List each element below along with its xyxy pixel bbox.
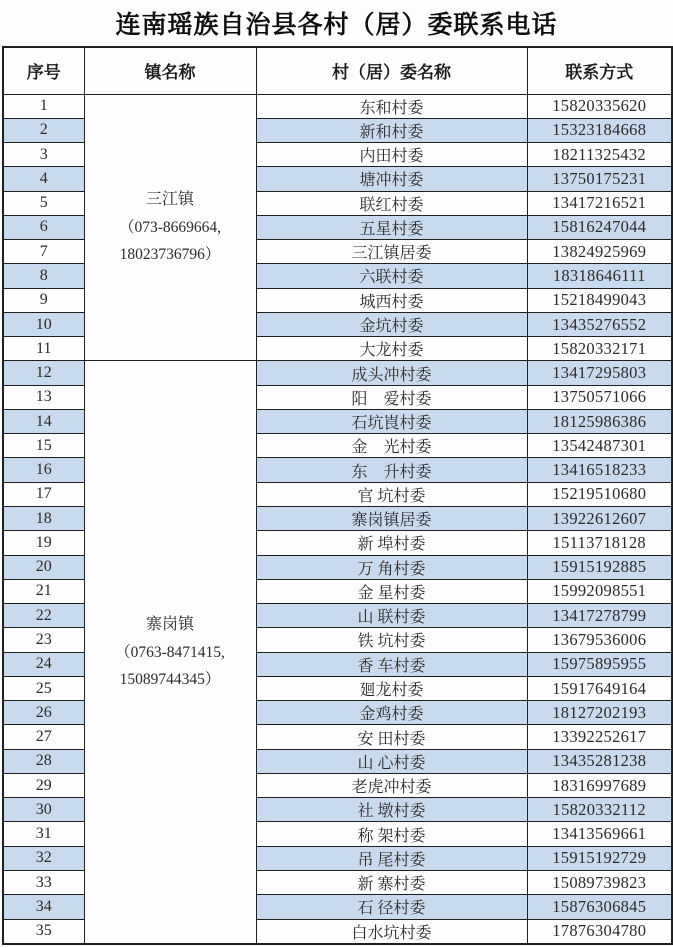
phone-number-cell: 15219510680 — [527, 482, 672, 506]
village-name-cell: 金 星村委 — [256, 579, 527, 603]
phone-number-cell: 15917649164 — [527, 676, 672, 700]
village-name-cell: 东和村委 — [256, 94, 527, 118]
phone-number-cell: 15876306845 — [527, 895, 672, 919]
row-number-cell: 15 — [3, 434, 84, 458]
row-number-cell: 35 — [3, 919, 84, 944]
phone-number-cell: 13542487301 — [527, 434, 672, 458]
phone-number-cell: 13679536006 — [527, 628, 672, 652]
phone-number-cell: 13922612607 — [527, 507, 672, 531]
phone-number-cell: 13417216521 — [527, 191, 672, 215]
village-name-cell: 安 田村委 — [256, 725, 527, 749]
row-number-cell: 11 — [3, 337, 84, 361]
village-name-cell: 内田村委 — [256, 143, 527, 167]
row-number-cell: 30 — [3, 798, 84, 822]
row-number-cell: 6 — [3, 215, 84, 239]
row-number-cell: 25 — [3, 676, 84, 700]
row-number-cell: 16 — [3, 458, 84, 482]
row-number-cell: 24 — [3, 652, 84, 676]
row-number-cell: 19 — [3, 531, 84, 555]
phone-number-cell: 15113718128 — [527, 531, 672, 555]
phone-number-cell: 13750571066 — [527, 385, 672, 409]
phone-number-cell: 13750175231 — [527, 167, 672, 191]
village-name-cell: 塘冲村委 — [256, 167, 527, 191]
row-number-cell: 3 — [3, 143, 84, 167]
village-name-cell: 老虎冲村委 — [256, 773, 527, 797]
row-number-cell: 29 — [3, 773, 84, 797]
village-name-cell: 社 墩村委 — [256, 798, 527, 822]
phone-number-cell: 15089739823 — [527, 871, 672, 895]
phone-number-cell: 18125986386 — [527, 409, 672, 433]
row-number-cell: 4 — [3, 167, 84, 191]
row-number-cell: 22 — [3, 604, 84, 628]
phone-number-cell: 15816247044 — [527, 215, 672, 239]
row-number-cell: 8 — [3, 264, 84, 288]
phone-number-cell: 15975895955 — [527, 652, 672, 676]
town-phone-line1: （0763-8471415, — [115, 643, 225, 661]
village-name-cell: 联红村委 — [256, 191, 527, 215]
phone-number-cell: 18316997689 — [527, 773, 672, 797]
village-name-cell: 石坑崀村委 — [256, 409, 527, 433]
village-name-cell: 山 心村委 — [256, 749, 527, 773]
row-number-cell: 1 — [3, 94, 84, 118]
village-name-cell: 石 径村委 — [256, 895, 527, 919]
phone-number-cell: 15820332112 — [527, 798, 672, 822]
header-town-name: 镇名称 — [84, 47, 256, 94]
page-title: 连南瑶族自治县各村（居）委联系电话 — [115, 11, 558, 39]
row-number-cell: 32 — [3, 846, 84, 870]
phone-number-cell: 13413569661 — [527, 822, 672, 846]
town-phone-line2: 15089744345） — [119, 670, 221, 688]
village-name-cell: 吊 尾村委 — [256, 846, 527, 870]
row-number-cell: 33 — [3, 871, 84, 895]
village-name-cell: 六联村委 — [256, 264, 527, 288]
town-name: 三江镇 — [145, 191, 194, 209]
village-name-cell: 新 寨村委 — [256, 871, 527, 895]
phone-number-cell: 15992098551 — [527, 579, 672, 603]
phone-number-cell: 18211325432 — [527, 143, 672, 167]
row-number-cell: 10 — [3, 312, 84, 336]
phone-number-cell: 15915192885 — [527, 555, 672, 579]
village-name-cell: 香 车村委 — [256, 652, 527, 676]
row-number-cell: 13 — [3, 385, 84, 409]
phone-number-cell: 13417295803 — [527, 361, 672, 385]
phone-number-cell: 15915192729 — [527, 846, 672, 870]
village-name-cell: 五星村委 — [256, 215, 527, 239]
row-number-cell: 14 — [3, 409, 84, 433]
village-name-cell: 新 埠村委 — [256, 531, 527, 555]
phone-number-cell: 13417278799 — [527, 604, 672, 628]
village-name-cell: 山 联村委 — [256, 604, 527, 628]
phone-number-cell: 15820332171 — [527, 337, 672, 361]
table-row — [3, 361, 672, 385]
village-name-cell: 官 坑村委 — [256, 482, 527, 506]
phone-number-cell: 13392252617 — [527, 725, 672, 749]
phone-number-cell: 18127202193 — [527, 701, 672, 725]
header-row — [3, 47, 672, 94]
village-name-cell: 廻龙村委 — [256, 676, 527, 700]
phone-number-cell: 15323184668 — [527, 118, 672, 142]
village-name-cell: 金 光村委 — [256, 434, 527, 458]
row-number-cell: 2 — [3, 118, 84, 142]
row-number-cell: 21 — [3, 579, 84, 603]
row-number-cell: 28 — [3, 749, 84, 773]
row-number-cell: 26 — [3, 701, 84, 725]
row-number-cell: 12 — [3, 361, 84, 385]
phone-number-cell: 18318646111 — [527, 264, 672, 288]
village-name-cell: 金鸡村委 — [256, 701, 527, 725]
phone-number-cell: 15820335620 — [527, 94, 672, 118]
table-row — [3, 94, 672, 118]
row-number-cell: 23 — [3, 628, 84, 652]
phone-number-cell: 13416518233 — [527, 458, 672, 482]
village-name-cell: 大龙村委 — [256, 337, 527, 361]
town-name: 寨岗镇 — [145, 615, 194, 633]
village-name-cell: 寨岗镇居委 — [256, 507, 527, 531]
row-number-cell: 20 — [3, 555, 84, 579]
phone-number-cell: 13824925969 — [527, 240, 672, 264]
table-header — [3, 47, 672, 94]
village-name-cell: 三江镇居委 — [256, 240, 527, 264]
village-name-cell: 万 角村委 — [256, 555, 527, 579]
phone-number-cell: 17876304780 — [527, 919, 672, 944]
town-cell — [84, 94, 256, 361]
village-name-cell: 白水坑村委 — [256, 919, 527, 944]
town-phone-line2: 18023736796） — [119, 246, 221, 264]
row-number-cell: 27 — [3, 725, 84, 749]
village-name-cell: 阳 爱村委 — [256, 385, 527, 409]
town-cell — [84, 361, 256, 944]
row-number-cell: 18 — [3, 507, 84, 531]
village-name-cell: 城西村委 — [256, 288, 527, 312]
town-phone-line1: （073-8669664, — [118, 219, 222, 237]
row-number-cell: 7 — [3, 240, 84, 264]
village-name-cell: 东 升村委 — [256, 458, 527, 482]
village-name-cell: 金坑村委 — [256, 312, 527, 336]
village-name-cell: 铁 坑村委 — [256, 628, 527, 652]
header-contact-method: 联系方式 — [527, 47, 672, 94]
village-name-cell: 称 架村委 — [256, 822, 527, 846]
village-name-cell: 成头冲村委 — [256, 361, 527, 385]
row-number-cell: 34 — [3, 895, 84, 919]
table-body — [3, 94, 672, 944]
header-serial-number: 序号 — [3, 47, 84, 94]
row-number-cell: 31 — [3, 822, 84, 846]
village-name-cell: 新和村委 — [256, 118, 527, 142]
row-number-cell: 9 — [3, 288, 84, 312]
header-village-committee-name: 村（居）委名称 — [256, 47, 527, 94]
phone-number-cell: 15218499043 — [527, 288, 672, 312]
title-bar — [0, 0, 673, 46]
contact-table — [2, 46, 673, 945]
phone-number-cell: 13435281238 — [527, 749, 672, 773]
row-number-cell: 5 — [3, 191, 84, 215]
phone-number-cell: 13435276552 — [527, 312, 672, 336]
row-number-cell: 17 — [3, 482, 84, 506]
